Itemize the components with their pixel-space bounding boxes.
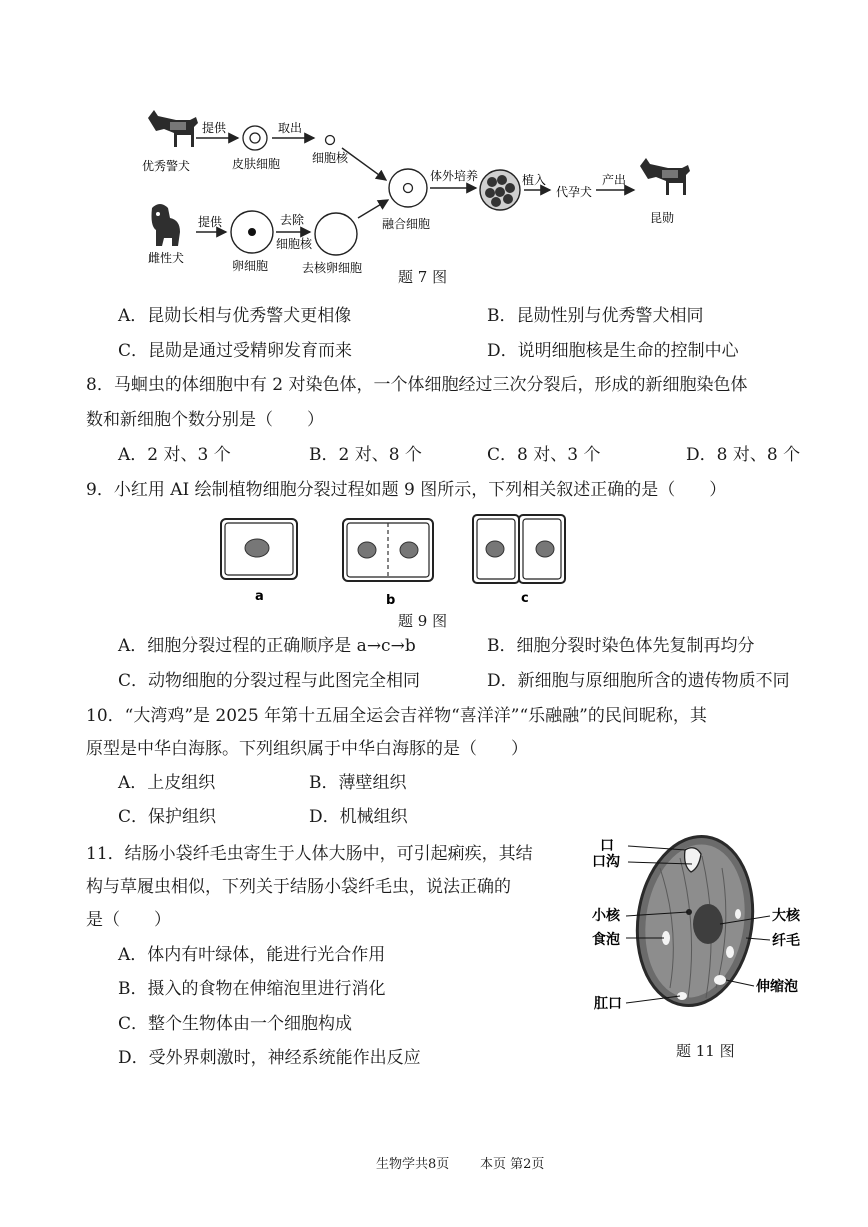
footer-current-page: 本页 第2页 xyxy=(480,1157,545,1172)
q9-option-d[interactable]: D．新细胞与原细胞所含的遗传物质不同 xyxy=(487,671,790,691)
embryo-icon xyxy=(480,170,520,210)
micronucleus-label: 小核 xyxy=(592,908,620,924)
q10-stem-line2: 原型是中华白海豚。下列组织属于中华白海豚的是（ ） xyxy=(86,739,528,759)
food-vacuole-label: 食泡 xyxy=(592,932,620,948)
cell-c-label: c xyxy=(521,591,529,606)
cell-a xyxy=(221,519,297,579)
q11-stem-line1: 11．结肠小袋纤毛虫寄生于人体大肠中，可引起痢疾，其结 xyxy=(86,844,533,864)
police-dog-icon xyxy=(148,110,198,147)
q7-option-c[interactable]: C．昆勋是通过受精卵发育而来 xyxy=(118,341,353,361)
oral-groove-label: 口沟 xyxy=(592,854,620,870)
implant-label: 植入 xyxy=(522,173,547,187)
mouth-label: 口 xyxy=(600,838,614,854)
figure-11-diagram xyxy=(590,828,810,1023)
q7-option-a[interactable]: A．昆勋长相与优秀警犬更相像 xyxy=(118,306,352,326)
q9-option-a[interactable]: A．细胞分裂过程的正确顺序是 a→c→b xyxy=(118,636,416,656)
remove-label-2: 细胞核 xyxy=(276,237,313,251)
fused-cell-icon xyxy=(389,169,427,207)
q7-option-b[interactable]: B．昆勋性别与优秀警犬相同 xyxy=(487,306,704,326)
q11-option-b[interactable]: B．摄入的食物在伸缩泡里进行消化 xyxy=(118,979,386,999)
q7-option-d[interactable]: D．说明细胞核是生命的控制中心 xyxy=(487,341,739,361)
cell-c xyxy=(473,515,565,583)
macronucleus-label: 大核 xyxy=(772,908,800,924)
egg-cell-label: 卵细胞 xyxy=(232,259,269,273)
kunxun-label: 昆勋 xyxy=(650,211,675,225)
figure-9-caption: 题 9 图 xyxy=(398,612,448,630)
skin-cell-icon xyxy=(243,126,267,150)
q8-option-d[interactable]: D．8 对、8 个 xyxy=(686,445,801,465)
q11-stem-line3: 是（ ） xyxy=(86,910,171,930)
cell-b xyxy=(343,519,433,581)
culture-label: 体外培养 xyxy=(430,169,479,183)
remove-label-1: 去除 xyxy=(280,213,305,227)
figure-7-caption: 题 7 图 xyxy=(398,268,448,286)
female-dog-icon xyxy=(152,204,181,246)
q9-option-b[interactable]: B．细胞分裂时染色体先复制再均分 xyxy=(487,636,755,656)
surrogate-label: 代孕犬 xyxy=(556,185,593,199)
female-dog-label: 雌性犬 xyxy=(148,251,185,265)
q10-option-c[interactable]: C．保护组织 xyxy=(118,807,217,827)
balantidium-body-icon xyxy=(627,829,764,1013)
figure-7-diagram xyxy=(130,100,710,280)
footer-total-pages: 生物学共8页 xyxy=(376,1157,450,1172)
q10-stem-line1: 10．“大湾鸡”是 2025 年第十五届全运会吉祥物“喜洋洋”“乐融融”的民间昵称，其 xyxy=(86,706,707,726)
enucleated-egg-icon xyxy=(315,213,357,255)
q8-option-c[interactable]: C．8 对、3 个 xyxy=(487,445,601,465)
q11-option-a[interactable]: A．体内有叶绿体，能进行光合作用 xyxy=(118,945,386,965)
enucleated-egg-label: 去核卵细胞 xyxy=(302,261,363,275)
q11-option-d[interactable]: D．受外界刺激时，神经系统能作出反应 xyxy=(118,1048,421,1068)
extract-label: 取出 xyxy=(278,121,303,135)
contractile-vacuole-label: 伸缩泡 xyxy=(756,979,798,995)
kunxun-dog-icon xyxy=(640,158,690,195)
provide-top-label: 提供 xyxy=(202,121,227,135)
q10-option-b[interactable]: B．薄壁组织 xyxy=(309,773,407,793)
egg-cell-icon xyxy=(231,211,273,253)
give-birth-label: 产出 xyxy=(602,173,627,187)
nucleus-label: 细胞核 xyxy=(312,151,349,165)
q9-option-c[interactable]: C．动物细胞的分裂过程与此图完全相同 xyxy=(118,671,421,691)
q8-stem-line1: 8．马蛔虫的体细胞中有 2 对染色体，一个体细胞经过三次分裂后，形成的新细胞染色体 xyxy=(86,375,748,395)
q8-option-b[interactable]: B．2 对、8 个 xyxy=(309,445,422,465)
q8-option-a[interactable]: A．2 对、3 个 xyxy=(118,445,231,465)
skin-cell-label: 皮肤细胞 xyxy=(232,157,281,171)
q8-stem-line2: 数和新细胞个数分别是（ ） xyxy=(86,410,324,430)
provide-bottom-label: 提供 xyxy=(198,215,223,229)
elite-dog-label: 优秀警犬 xyxy=(142,159,191,173)
fused-cell-label: 融合细胞 xyxy=(382,217,431,231)
q10-option-a[interactable]: A．上皮组织 xyxy=(118,773,216,793)
figure-9-diagram xyxy=(215,512,575,608)
q11-stem-line2: 构与草履虫相似，下列关于结肠小袋纤毛虫，说法正确的 xyxy=(86,877,511,897)
anus-label: 肛口 xyxy=(594,996,622,1012)
cell-a-label: a xyxy=(255,589,264,604)
nucleus-icon xyxy=(326,136,335,145)
q10-option-d[interactable]: D．机械组织 xyxy=(309,807,408,827)
cell-b-label: b xyxy=(386,593,396,608)
q11-option-c[interactable]: C．整个生物体由一个细胞构成 xyxy=(118,1014,353,1034)
figure-11-caption: 题 11 图 xyxy=(676,1042,735,1060)
q9-stem: 9．小红用 AI 绘制植物细胞分裂过程如题 9 图所示，下列相关叙述正确的是（ ） xyxy=(86,480,727,500)
cilia-label: 纤毛 xyxy=(772,933,800,949)
